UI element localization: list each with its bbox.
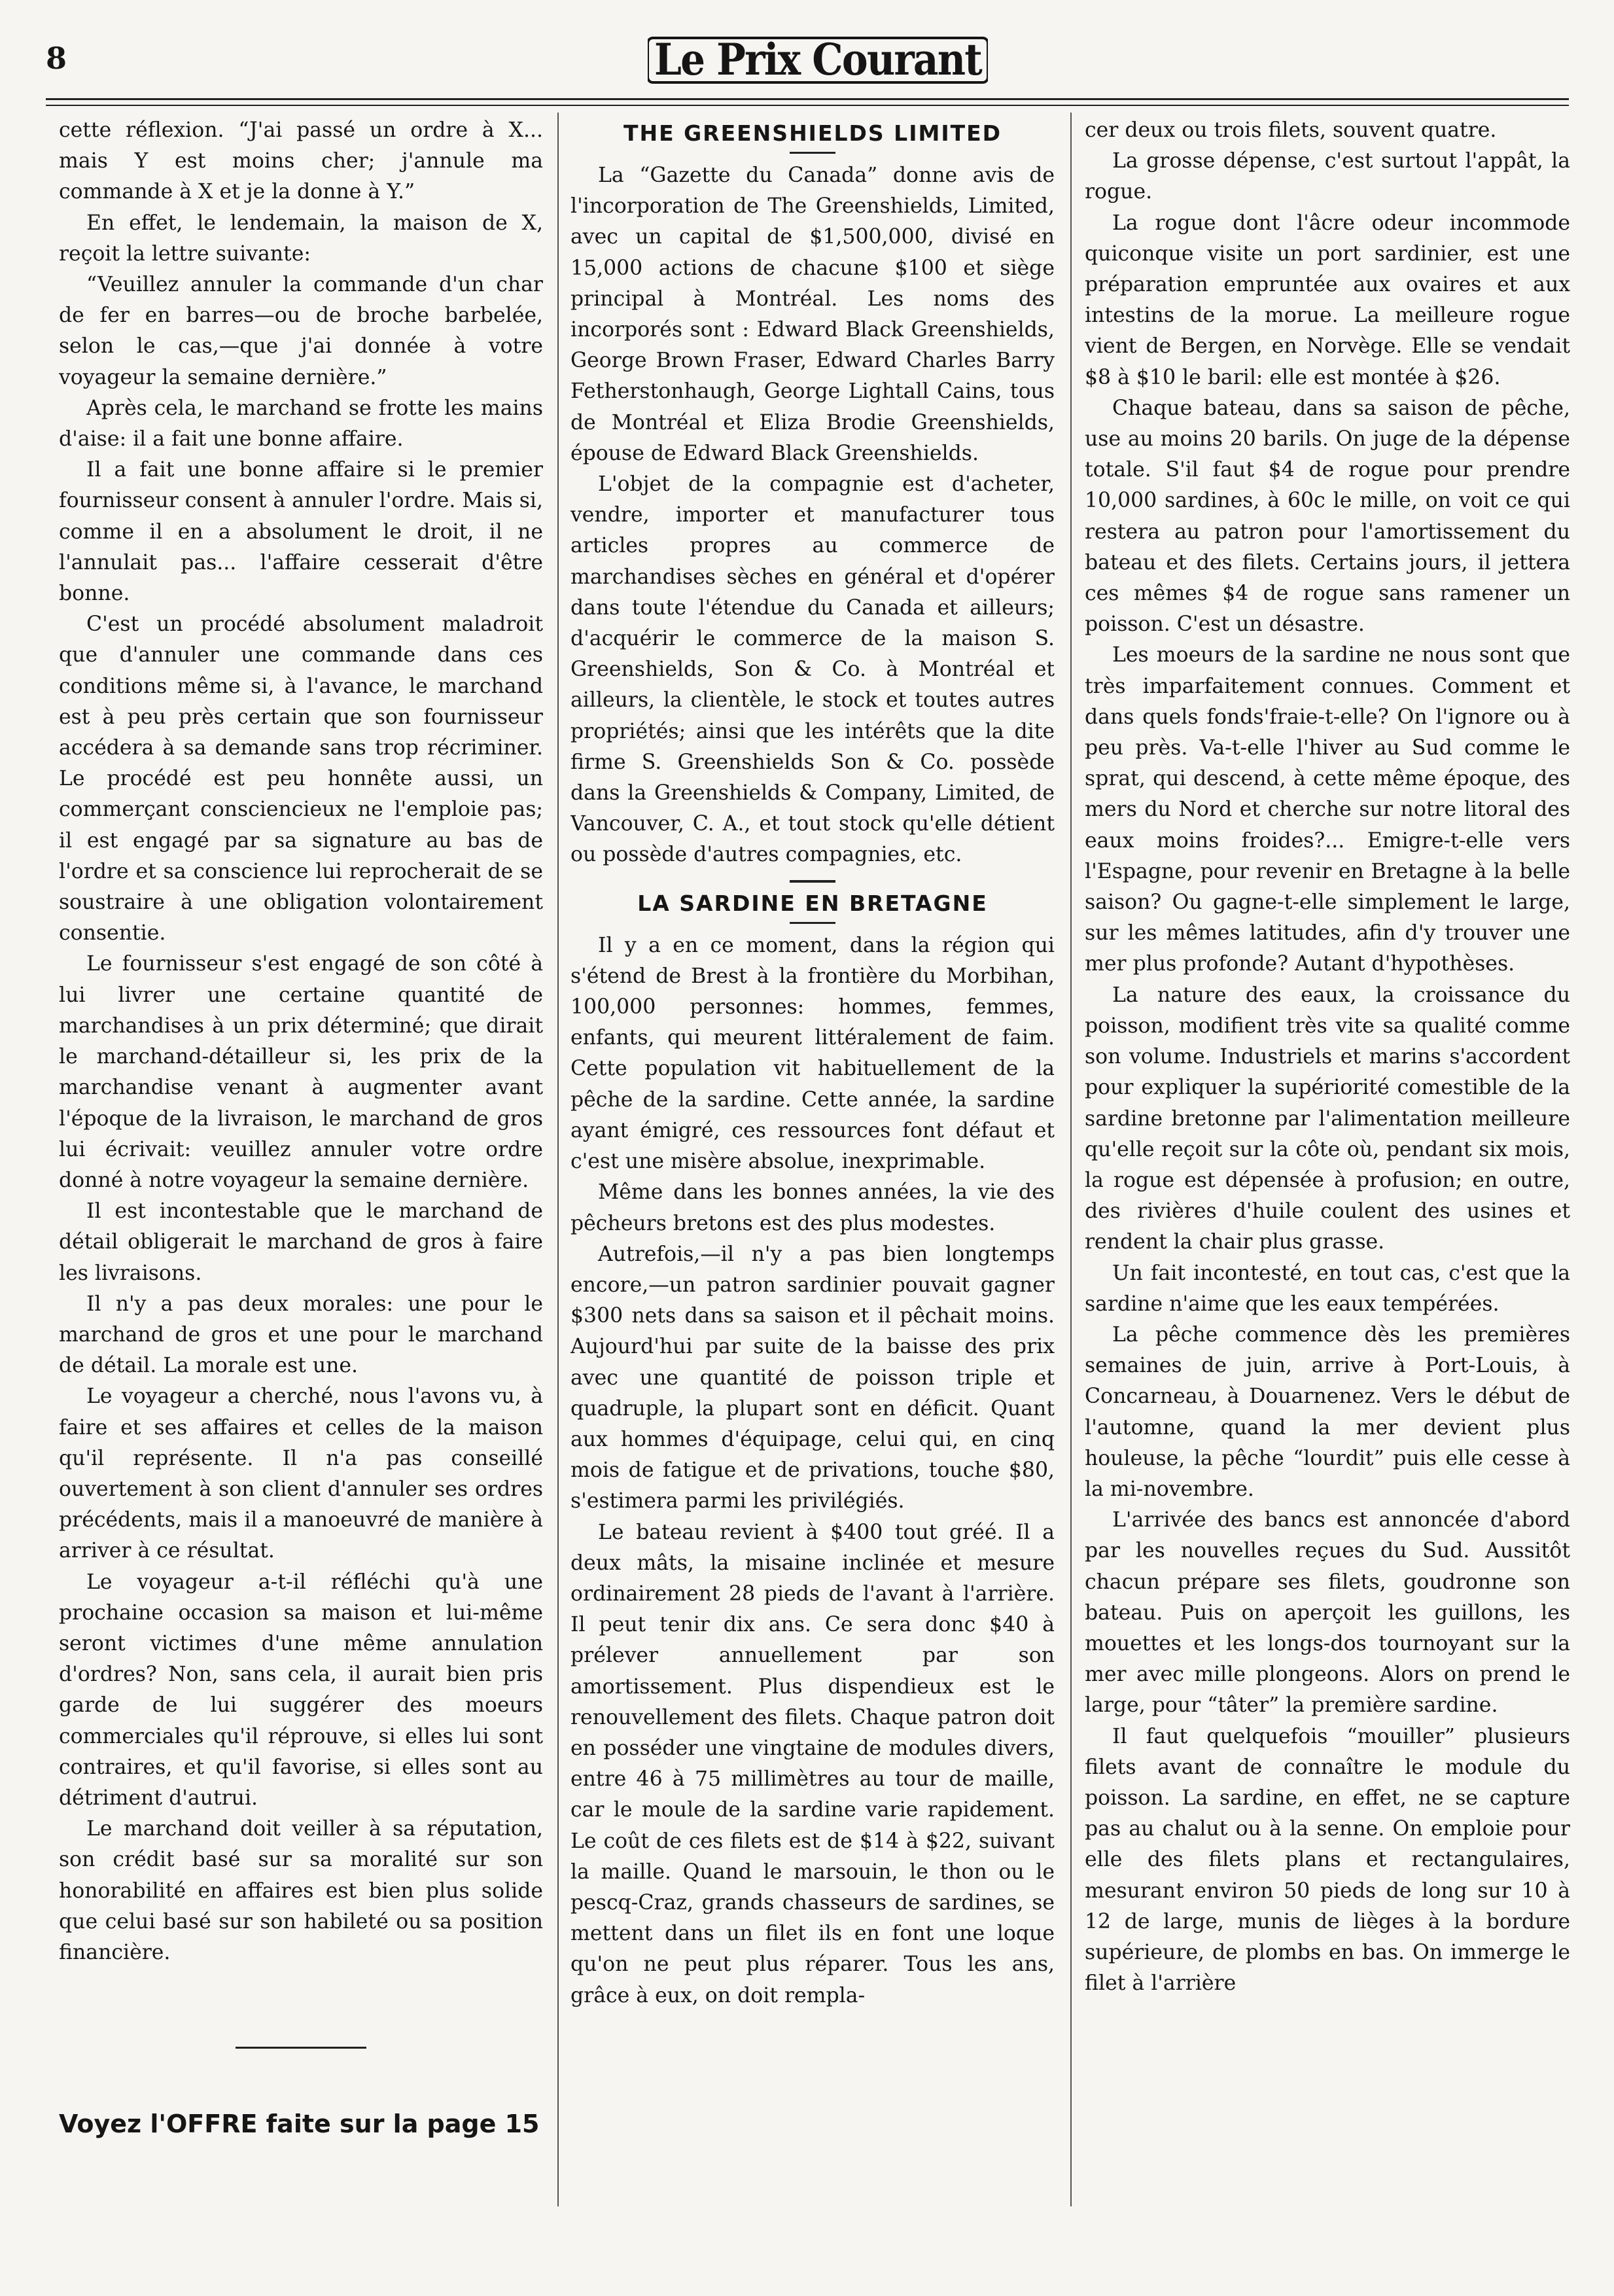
masthead-logo (648, 34, 988, 86)
header-rule-secondary (46, 105, 1569, 106)
paragraph: Le bateau revient à $400 tout gréé. Il a deux mâts, la misaine inclinée et mesure ordinairement 28 pieds de l'avant à l'arrière. Il peut tenir dix ans. Ce sera donc $40 à prélever annuellement par son amortissement. Plus dispendieux est le renouvellement des filets. Chaque patron doit en posséder une vingtaine de modules divers, entre 46 à 75 millimètres au tour de maille, car le moule de la sardine varie rapidement. Le coût de ces filets est de $14 à $22, suivant la maille. Quand le marsouin, le thon ou le pescq-Craz, grands chasseurs de sardines, se mettent dans un filet ils en font une loque qu'on ne peut plus réparer. Tous les ans, grâce à eux, on doit rempla- (570, 1520, 1055, 2007)
sardine-article-body (570, 930, 1055, 2011)
paragraph: En effet, le lendemain, la maison de X, reçoit la lettre suivante: (59, 211, 543, 266)
article-separator (790, 880, 835, 883)
paragraph: Autrefois,—il n'y a pas bien longtemps encore,—un patron sardinier pouvait gagner $300 nets dans sa saison et il pêchait moins. Aujourd'hui par suite de la baisse des prix avec une quantité de poisson triple et quadruple, la plupart sont en déficit. Quant aux hommes d'équipage, celui qui, en cinq mois de fatigue et de privations, touche $80, s'estimera parmi les privilégiés. (570, 1242, 1055, 1513)
paragraph: L'arrivée des bancs est annoncée d'abord par les nouvelles reçues du Sud. Aussitôt chacun prépare ses filets, goudronne son bateau. Puis on aperçoit les guillons, les mouettes et les longs-dos tournoyant sur la mer avec mille plongeons. Alors on prend le large, pour “tâter” la première sardine. (1085, 1508, 1570, 1718)
left-article-body (59, 115, 543, 1968)
paragraph: Il y a en ce moment, dans la région qui s'étend de Brest à la frontière du Morbihan, 100,000 personnes: hommes, femmes, enfants, qui meurent littéralement de faim. Cette population vit habituellement de la pêche de la sardine. Cette année, la sardine ayant émigré, ces ressources font défaut et c'est une misère absolue, inexprimable. (570, 933, 1055, 1174)
paragraph: Un fait incontesté, en tout cas, c'est que la sardine n'aime que les eaux tempérées. (1085, 1261, 1570, 1316)
paragraph: La rogue dont l'âcre odeur incommode quiconque visite un port sardinier, est une préparation empruntée aux ovaires et aux intestins de la morue. La meilleure rogue vient de Bergen, en Norvège. Elle se vendait $8 à $10 le baril: elle est montée à $26. (1085, 211, 1570, 389)
column-divider (557, 113, 559, 2206)
heading-underline (790, 922, 835, 924)
paragraph: “Veuillez annuler la commande d'un char de fer en barres—ou de broche barbelée, selon le cas,—que j'ai donnée à votre voyageur la semaine dernière.” (59, 273, 543, 389)
column-left (59, 115, 543, 2274)
paragraph: Il est incontestable que le marchand de détail obligerait le marchand de gros à faire les livraisons. (59, 1199, 543, 1285)
paragraph: L'objet de la compagnie est d'acheter, vendre, importer et manufacturer tous articles propres au commerce de marchandises sèches en général et d'opérer dans toute l'étendue du Canada et ailleurs; d'acquérir le commerce de la maison S. Greenshields, Son & Co. à Montréal et ailleurs, la clientèle, le stock et toutes autres propriétés; ainsi que les intérêts que la dite firme S. Greenshields Son & Co. possède dans la Greenshields & Company, Limited, de Vancouver, C. A., et tout stock qu'elle détient ou possède d'autres compagnies, etc. (570, 472, 1055, 867)
paragraph: La pêche commence dès les premières semaines de juin, arrive à Port-Louis, à Concarneau, à Douarnenez. Vers le début de l'automne, quand la mer devient plus houleuse, la pêche “lourdit” puis elle cesse à la mi-novembre. (1085, 1322, 1570, 1501)
offer-notice: Voyez l'OFFRE faite sur la page 15 (59, 2110, 540, 2139)
paragraph: Le fournisseur s'est engagé de son côté à lui livrer une certaine quantité de marchandises à un prix déterminé; que dirait le marchand-détailleur si, les prix de la marchandise venant à augmenter avant l'époque de la livraison, le marchand de gros lui écrivait: veuillez annuler votre ordre donné à notre voyageur la semaine dernière. (59, 952, 543, 1192)
paragraph: Même dans les bonnes années, la vie des pêcheurs bretons est des plus modestes. (570, 1180, 1055, 1235)
paragraph: Le voyageur a cherché, nous l'avons vu, à faire et ses affaires et celles de la maison qu'il représente. Il n'a pas conseillé ouvertement à son client d'annuler ses ordres précédents, mais il a manoeuvré de manière à arriver à ce résultat. (59, 1385, 543, 1563)
paragraph: Après cela, le marchand se frotte les mains d'aise: il a fait une bonne affaire. (59, 396, 543, 451)
greenshields-article-body (570, 160, 1055, 871)
paragraph: C'est un procédé absolument maladroit que d'annuler une commande dans ces conditions même si, à l'avance, le marchand est à peu près certain que son fournisseur accédera à sa demande sans trop récriminer. Le procédé est peu honnête aussi, un commerçant consciencieux ne l'emploie pas; il est engagé par sa signature au bas de l'ordre et sa conscience lui reprocherait de se soustraire à une obligation volontairement consentie. (59, 612, 543, 945)
paragraph: Il n'y a pas deux morales: une pour le marchand de gros et une pour le marchand de détail. La morale est une. (59, 1292, 543, 1378)
paragraph: cette réflexion. “J'ai passé un ordre à X... mais Y est moins cher; j'annule ma commande à X et je la donne à Y.” (59, 118, 543, 204)
header-rule (46, 98, 1569, 100)
paragraph: Il faut quelquefois “mouiller” plusieurs filets avant de connaître le module du poisson. La sardine, en effet, ne se capture pas au chalut ou à la senne. On emploie pour elle des filets plans et rectangulaires, mesurant environ 50 pieds de long sur 10 à 12 de large, munis de lièges à la bordure supérieure, de plombs en bas. On immerge le filet à l'arrière (1085, 1724, 1570, 1996)
column-divider (1070, 113, 1072, 2206)
paragraph: La nature des eaux, la croissance du poisson, modifient très vite sa qualité comme son volume. Industriels et marins s'accordent pour expliquer la supériorité comestible de la sardine bretonne par l'alimentation meilleure qu'elle reçoit sur la côte où, pendant six mois, la rogue est dépensée à profusion; en outre, des rivières d'huile coulent des usines et rendent la chair plus grasse. (1085, 983, 1570, 1254)
heading-greenshields: THE GREENSHIELDS LIMITED (623, 120, 1002, 146)
sardine-article-continued (1085, 115, 1570, 1999)
article-separator (236, 2047, 366, 2049)
paragraph: Le voyageur a-t-il réfléchi qu'à une prochaine occasion sa maison et lui-même seront victimes d'une même annulation d'ordres? Non, sans cela, il aurait bien pris garde de lui suggérer des moeurs commerciales qu'il réprouve, si elles lui sont contraires, et qu'il favorise, si elles sont au détriment d'autrui. (59, 1570, 543, 1810)
paragraph: La “Gazette du Canada” donne avis de l'incorporation de The Greenshields, Limited, avec un capital de $1,500,000, divisé en 15,000 actions de chacune $100 et siège principal à Montréal. Les noms des incorporés sont : Edward Black Greenshields, George Brown Fraser, Edward Charles Barry Fetherstonhaugh, George Lightall Cains, tous de Montréal et Eliza Brodie Greenshields, épouse de Edward Black Greenshields. (570, 164, 1055, 465)
column-middle (570, 115, 1055, 2274)
paragraph: Les moeurs de la sardine ne nous sont que très imparfaitement connues. Comment et dans quels fonds'fraie-t-elle? On l'ignore ou à peu près. Va-t-elle l'hiver au Sud comme le sprat, qui descend, à cette même époque, des mers du Nord et cherche sur notre litoral des eaux moins froides?... Emigre-t-elle vers l'Espagne, pour revenir en Bretagne à la belle saison? Ou gagne-t-elle simplement le large, sur les mêmes latitudes, afin d'y trouver une mer plus profonde? Autant d'hypothèses. (1085, 643, 1570, 976)
paragraph: Il a fait une bonne affaire si le premier fournisseur consent à annuler l'ordre. Mais si, comme il en a absolument le droit, il ne l'annulait pas... l'affaire cesserait d'être bonne. (59, 458, 543, 606)
paragraph: Le marchand doit veiller à sa réputation, son crédit basé sur sa moralité sur son honorabilité en affaires est bien plus solide que celui basé sur son habileté ou sa position financière. (59, 1817, 543, 1964)
heading-underline (790, 152, 835, 154)
masthead-title: Le Prix Courant (654, 34, 983, 85)
page-number: 8 (46, 41, 67, 76)
paragraph: La grosse dépense, c'est surtout l'appât, la rogue. (1085, 149, 1570, 204)
paragraph: cer deux ou trois filets, souvent quatre. (1085, 118, 1497, 142)
paragraph: Chaque bateau, dans sa saison de pêche, use au moins 20 barils. On juge de la dépense totale. S'il faut $4 de rogue pour prendre 10,000 sardines, à 60c le mille, on voit ce qui restera au patron pour l'amortissement du bateau et des filets. Certains jours, il jettera ces mêmes $4 de rogue sans ramener un poisson. C'est un désastre. (1085, 396, 1570, 637)
heading-sardine: LA SARDINE EN BRETAGNE (637, 890, 988, 916)
column-right (1085, 115, 1570, 2274)
